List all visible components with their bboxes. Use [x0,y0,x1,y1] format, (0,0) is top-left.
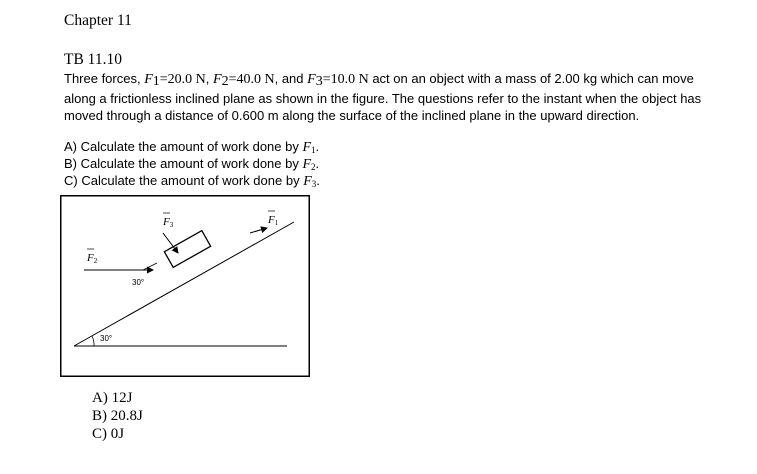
force-subscript: 3 [311,179,317,189]
problem-text: act on an object with a mass of 2.00 kg which can move along a frictionless inclined plane as shown in the figure. The questions refer to the instant when the object has moved through a distance of 0.600 m along the surface of the inclined plane in the upward direction. [64,71,702,123]
answer-b: B) 20.8J [92,408,143,424]
answer-a: A) 12J [92,390,133,406]
question-end: . [316,173,320,188]
force-3-subscript: 3 [315,74,323,89]
inclined-plane-figure [60,195,310,377]
problem-text: , [205,71,214,86]
force-3-value: =10.0 N [322,72,369,87]
force-1-subscript: 1 [152,74,160,89]
question-text: B) Calculate the amount of work done by [64,156,303,171]
question-text: A) Calculate the amount of work done by [64,139,303,154]
force-symbol: F [302,140,312,155]
question-c [64,173,320,190]
question-b [64,156,319,173]
force-2-subscript: 2 [221,74,229,89]
force-1-symbol: F [144,72,153,87]
problem-text: Three forces, [64,71,145,86]
question-end: . [315,156,320,171]
question-end: . [315,139,320,154]
angle-label-upper: 30° [132,278,145,287]
force-1-value: =20.0 N [159,72,206,87]
f1-sub: 1 [274,219,279,227]
question-a [64,139,319,156]
force-symbol: F [302,157,312,172]
answer-c: C) 0J [92,426,125,442]
problem-statement [64,70,704,124]
f3-sub: 3 [169,221,174,229]
force-3-symbol: F [307,72,316,87]
angle-label-lower: 30° [100,334,113,343]
chapter-title: Chapter 11 [64,12,132,29]
f1-sym: F [268,214,275,226]
f3-sym: F [163,216,170,228]
force-subscript: 1 [311,145,316,155]
problem-id: TB 11.10 [64,51,122,68]
force-subscript: 2 [311,162,316,172]
force-2-value: =40.0 N [228,72,275,87]
question-text: C) Calculate the amount of work done by [64,173,304,188]
f2-sub: 2 [93,257,98,265]
problem-text: , and [274,71,308,86]
f2-sym: F [87,252,94,264]
force-2-symbol: F [213,72,222,87]
force-symbol: F [303,174,312,189]
